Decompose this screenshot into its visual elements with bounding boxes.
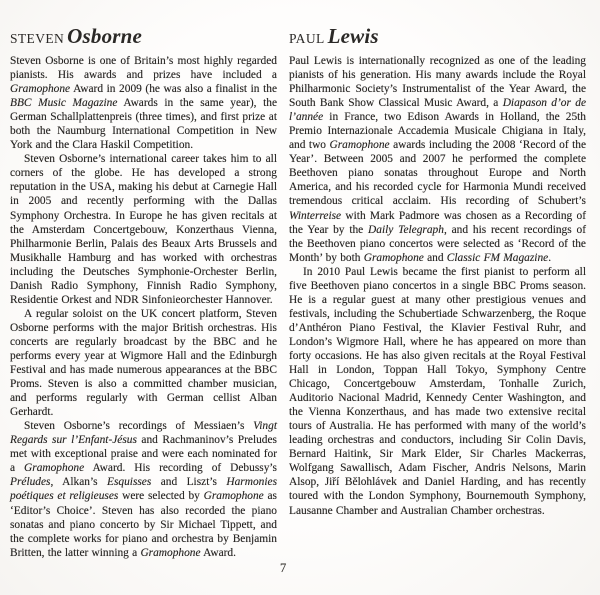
- artist-first-name: PAUL: [289, 31, 325, 46]
- artist-last-name: Osborne: [67, 24, 143, 48]
- biography-paragraph: Steven Osborne is one of Britain’s most highly regarded pianists. His awards and prizes have included a Gramophone Award in 2009 (he was also a finalist in the BBC Music Magazine Awards in the same year), the German Schallplattenpreis (three times), and first prize at both the Naumburg International Competition in New York and the Clara Haskil Competition.: [10, 55, 277, 152]
- biography-paragraph: Paul Lewis is internationally recognized as one of the leading pianists of his generation. His many awards include the Royal Philharmonic Society’s Instrumentalist of the Year Award, the South Bank Show Classical Music Award, a Diapason d’or de l’année in France, two Edison Awards in Holland, the 25th Premio Internazionale Accademia Musicale Chigiana in Italy, and two Gramophone awards including the 2008 ‘Record of the Year’. Between 2005 and 2007 he performed the complete Beethoven piano sonatas throughout Europe and North America, and his recorded cycle for Harmonia Mundi received tremendous critical acclaim. His recording of Schubert’s Winterreise with Mark Padmore was chosen as a Recording of the Year by the Daily Telegraph, and his recent recordings of the Beethoven piano concertos were selected as ‘Record of the Month’ by both Gramophone and Classic FM Magazine.: [289, 55, 587, 264]
- biography-paragraph: Steven Osborne’s recordings of Messiaen’s Vingt Regards sur l’Enfant-Jésus and Rachmaninov’s Preludes met with exceptional praise and were each nominated for a Gramophone Award. His recording of Debussy’s Préludes, Alkan’s Esquisses and Liszt’s Harmonies poétiques et religieuses were selected by Gramophone as ‘Editor’s Choice’. Steven has also recorded the piano sonatas and piano concerto by Sir Michael Tippett, and the complete works for piano and orchestra by Benjamin Britten, the latter winning a Gramophone Award.: [10, 420, 278, 559]
- page-number: 7: [280, 561, 287, 575]
- column-steven-osborne: [10, 25, 277, 560]
- artist-first-name: STEVEN: [10, 31, 65, 46]
- biography-paragraph: In 2010 Paul Lewis became the first pianist to perform all five Beethoven piano concertos in a single BBC Proms season. He is a regular guest at many other prestigious venues and festivals, including the Schubertiade Schwarzenberg, the Roque d’Anthéron Piano Festival, the Klavier Festival Ruhr, and London’s Wigmore Hall, where he has appeared on more than forty occasions. He has also given recitals at the Royal Festival Hall in London, Toppan Hall Tokyo, Symphony Centre Chicago, Concertgebouw Amsterdam, Tonhalle Zurich, Auditorio Nacional Madrid, Kennedy Center Washington, and the Vienna Konzerthaus, and has made two extensive recital tours of Australia. He has performed with many of the world’s leading orchestras and conductors, including Sir Colin Davis, Bernard Haitink, Sir Mark Elder, Sir Charles Mackerras, Wolfgang Sawallisch, Adam Fischer, Andris Nelsons, Marin Alsop, Jiří Bělohlávek and Daniel Harding, and has recently toured with the London Symphony, Bournemouth Symphony, Lausanne Chamber and Australian Chamber orchestras.: [289, 265, 586, 517]
- artist-heading-osborne: [10, 25, 277, 50]
- artist-heading-lewis: [289, 25, 586, 50]
- biography-paragraph: A regular soloist on the UK concert platform, Steven Osborne performs with the major British orchestras. His concerts are regularly broadcast by the BBC and he performs every year at Wigmore Hall and the Edinburgh Festival and has made numerous appearances at the BBC Proms. Steven is also a committed chamber musician, and performs regularly with German cellist Alban Gerhardt.: [10, 307, 277, 419]
- artist-last-name: Lewis: [327, 24, 379, 48]
- biography-text-osborne: [10, 54, 277, 560]
- biography-paragraph: Steven Osborne’s international career takes him to all corners of the globe. He has developed a strong reputation in the USA, making his debut at Carnegie Hall in 2005 and recently performing with the Dallas Symphony Orchestra. In Europe he has given recitals at the Amsterdam Concertgebouw, Konzerthaus Vienna, Philharmonie Berlin, Palais des Beaux Arts Brussels and Musikhalle Hamburg and has worked with orchestras including the Deutsches Symphonie-Orchester Berlin, Danish Radio Symphony, Finnish Radio Symphony, Residentie Orkest and NDR Sinfonieorchester Hannover.: [10, 153, 277, 306]
- biography-text-lewis: [289, 54, 586, 518]
- column-paul-lewis: [289, 25, 586, 560]
